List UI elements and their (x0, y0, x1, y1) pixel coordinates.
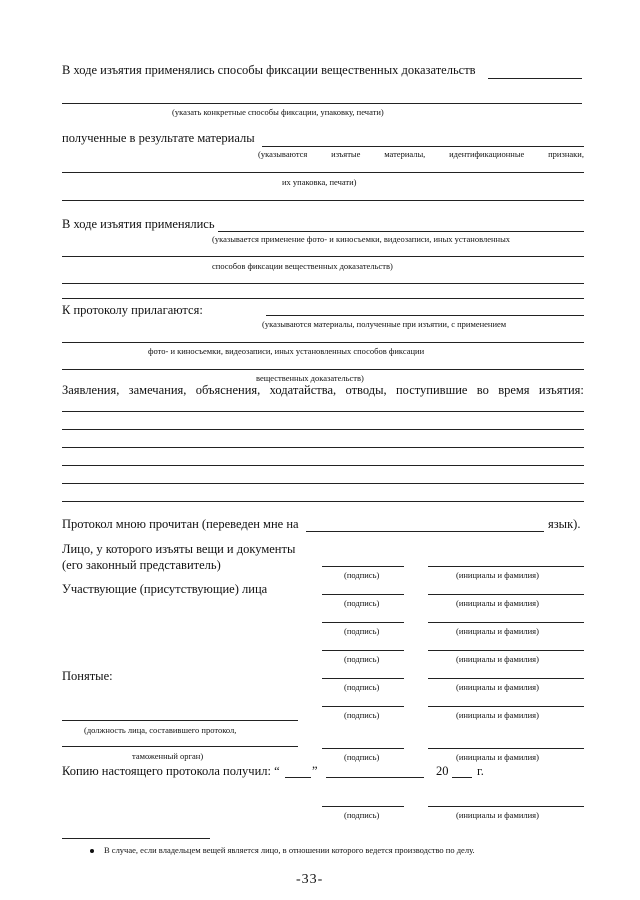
name-label: (инициалы и фамилия) (456, 570, 539, 580)
name-line[interactable] (428, 594, 584, 595)
s4-line[interactable] (62, 369, 584, 370)
name-label: (инициалы и фамилия) (456, 598, 539, 608)
quote-close: ” (312, 764, 318, 778)
year-line[interactable] (452, 777, 472, 778)
s3-line[interactable] (62, 298, 584, 299)
name-label: (инициалы и фамилия) (456, 752, 539, 762)
signature-line[interactable] (322, 706, 404, 707)
s5-lead (62, 384, 584, 397)
official-hint: (должность лица, составившего протокол, (84, 725, 237, 735)
month-line[interactable] (326, 777, 424, 778)
s2-hint-word: идентификационные (449, 149, 525, 159)
signature-label: (подпись) (344, 710, 380, 720)
name-line[interactable] (428, 566, 584, 567)
s3-hint2: способов фиксации вещественных доказательств) (212, 261, 393, 271)
witnesses-label: Понятые: (62, 669, 113, 683)
s5-word: ходатайства, (269, 383, 337, 397)
official-position-line[interactable] (62, 720, 298, 721)
s5-word: изъятия: (538, 383, 584, 397)
s2-hint2: их упаковка, печати) (282, 177, 357, 187)
signature-line[interactable] (322, 678, 404, 679)
s4-line[interactable] (62, 342, 584, 343)
s5-line[interactable] (62, 483, 584, 484)
signature-label: (подпись) (344, 654, 380, 664)
s2-hint-word: материалы, (384, 149, 426, 159)
signature-line[interactable] (322, 594, 404, 595)
signature-label: (подпись) (344, 570, 380, 580)
signature-line[interactable] (322, 650, 404, 651)
read-statement-tail: язык). (548, 517, 581, 531)
s2-fill-line[interactable] (262, 146, 584, 147)
s5-line[interactable] (62, 501, 584, 502)
s2-hint-word: признаки, (548, 149, 584, 159)
s4-hint2: фото- и киносъемки, видеозаписи, иных установленных способов фиксации (148, 346, 425, 356)
s3-fill-line[interactable] (218, 231, 584, 232)
signature-line[interactable] (322, 806, 404, 807)
signature-label: (подпись) (344, 682, 380, 692)
page-number: -33- (296, 872, 324, 887)
name-label: (инициалы и фамилия) (456, 710, 539, 720)
s2-hint-word: (указываются (258, 149, 308, 159)
s1-fill-line[interactable] (488, 78, 582, 79)
s3-hint: (указывается применение фото- и киносъемки, видеозаписи, иных установленных (212, 234, 511, 244)
name-label: (инициалы и фамилия) (456, 810, 539, 820)
s4-hint: (указываются материалы, полученные при изъятии, с применением (262, 319, 507, 329)
s5-word: Заявления, (62, 383, 120, 397)
bullet-icon (90, 849, 94, 853)
s1-hint: (указать конкретные способы фиксации, упаковку, печати) (172, 107, 384, 117)
s2-line[interactable] (62, 172, 584, 173)
signature-label: (подпись) (344, 626, 380, 636)
s5-word: время (498, 383, 530, 397)
signature-label: (подпись) (344, 598, 380, 608)
read-statement: Протокол мною прочитан (переведен мне на (62, 517, 299, 531)
s4-lead: К протоколу прилагаются: (62, 303, 203, 317)
s2-lead: полученные в результате материалы (62, 131, 255, 145)
participants-label: Участвующие (присутствующие) лица (62, 582, 268, 596)
s5-word: поступившие (395, 383, 468, 397)
name-line[interactable] (428, 748, 584, 749)
signature-line[interactable] (322, 622, 404, 623)
s5-word: объяснения, (195, 383, 261, 397)
signature-label: (подпись) (344, 752, 380, 762)
s5-word: отводы, (345, 383, 387, 397)
name-label: (инициалы и фамилия) (456, 626, 539, 636)
signature-line[interactable] (322, 748, 404, 749)
s2-line[interactable] (62, 200, 584, 201)
s5-line[interactable] (62, 447, 584, 448)
s5-line[interactable] (62, 429, 584, 430)
name-line[interactable] (428, 806, 584, 807)
s5-word: замечания, (128, 383, 187, 397)
s3-line[interactable] (62, 283, 584, 284)
year-suffix: г. (477, 764, 484, 778)
s5-line[interactable] (62, 465, 584, 466)
name-line[interactable] (428, 706, 584, 707)
s5-word: во (476, 383, 489, 397)
s5-line[interactable] (62, 411, 584, 412)
official-position-line[interactable] (62, 746, 298, 747)
name-line[interactable] (428, 622, 584, 623)
s2-hint-word: изъятые (331, 149, 361, 159)
s1-lead: В ходе изъятия применялись способы фиксации вещественных доказательств (62, 63, 476, 77)
footnote-separator (62, 838, 210, 839)
footnote-text: В случае, если владельцем вещей является лицо, в отношении которого ведется производство по делу. (104, 845, 475, 855)
name-line[interactable] (428, 650, 584, 651)
s3-lead: В ходе изъятия применялись (62, 217, 215, 231)
signature-label: (подпись) (344, 810, 380, 820)
copy-received-label: Копию настоящего протокола получил: “ (62, 764, 280, 778)
signature-line[interactable] (322, 566, 404, 567)
official-hint-2: таможенный орган) (132, 751, 204, 761)
year-prefix: 20 (436, 764, 449, 778)
language-line[interactable] (306, 531, 544, 532)
name-line[interactable] (428, 678, 584, 679)
s1-line[interactable] (62, 103, 582, 104)
day-line[interactable] (285, 777, 311, 778)
name-label: (инициалы и фамилия) (456, 654, 539, 664)
name-label: (инициалы и фамилия) (456, 682, 539, 692)
s4-fill-line[interactable] (266, 315, 584, 316)
s2-hint (258, 150, 584, 159)
s3-line[interactable] (62, 256, 584, 257)
person-label: Лицо, у которого изъяты вещи и документы (62, 542, 296, 556)
person-label-2: (его законный представитель) (62, 558, 221, 572)
s4-hint3: вещественных доказательств) (256, 373, 364, 383)
